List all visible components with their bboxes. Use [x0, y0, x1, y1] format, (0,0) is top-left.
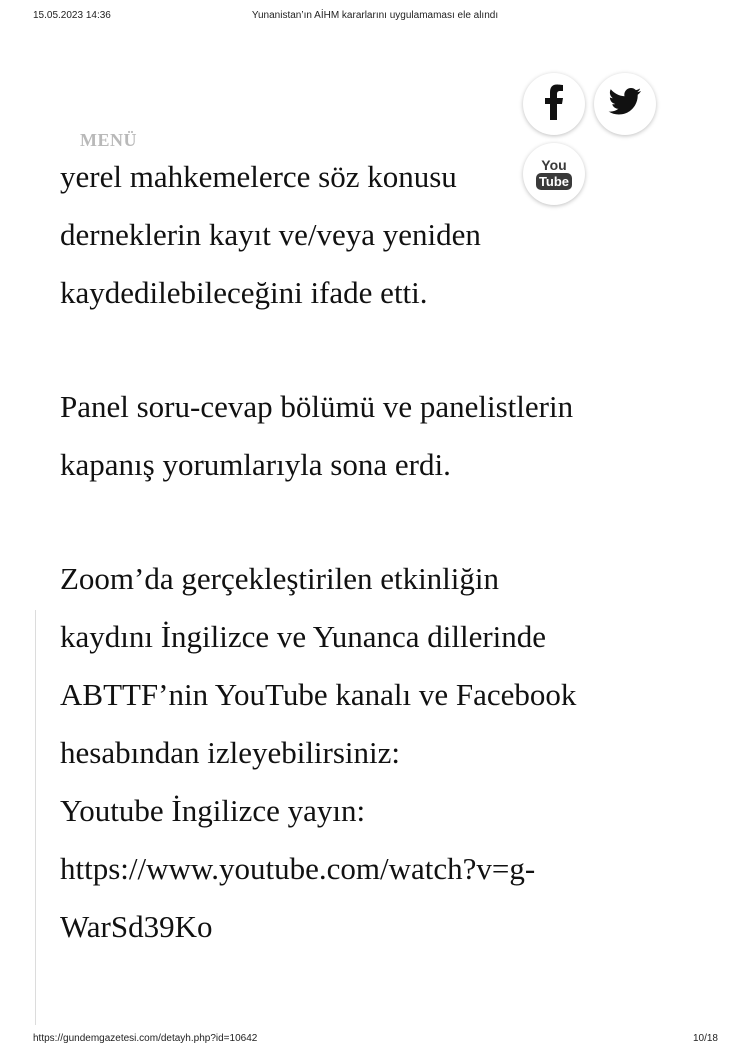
twitter-share-button[interactable]	[594, 73, 656, 135]
article-line: Youtube İngilizce yayın:	[60, 793, 366, 828]
youtube-icon	[536, 158, 572, 190]
print-page-number: 10/18	[692, 1033, 718, 1044]
youtube-icon-text-bottom: Tube	[536, 173, 572, 190]
divider-line	[35, 610, 36, 1025]
youtube-icon-text-top: You	[541, 157, 567, 173]
article-link[interactable]: WarSd39Ko	[60, 909, 213, 944]
facebook-share-button[interactable]	[523, 73, 585, 135]
paragraph-gap	[60, 494, 720, 550]
paragraph-gap	[60, 322, 720, 378]
article-body	[60, 148, 720, 1018]
article-line: kaydını İngilizce ve Yunanca dillerinde	[60, 619, 547, 654]
menu-button[interactable]: MENÜ	[80, 130, 137, 150]
article-line: kaydedilebileceğini ifade etti.	[60, 275, 428, 310]
article-line: ABTTF’nin YouTube kanalı ve Facebook	[60, 677, 577, 712]
article-line: Zoom’da gerçekleştirilen etkinliğin	[60, 561, 500, 596]
article-line: yerel mahkemelerce söz konusu	[60, 159, 457, 194]
twitter-icon	[608, 88, 642, 121]
print-title: Yunanistan’ın AİHM kararlarını uygulamaması ele alındı	[251, 10, 499, 21]
article-line: hesabından izleyebilirsiniz:	[60, 735, 401, 770]
youtube-channel-button[interactable]	[523, 143, 585, 205]
article-line: derneklerin kayıt ve/veya yeniden	[60, 217, 481, 252]
facebook-icon	[543, 84, 565, 125]
print-url: https://gundemgazetesi.com/detayh.php?id=10642	[33, 1033, 258, 1044]
article-line: kapanış yorumlarıyla sona erdi.	[60, 447, 451, 482]
print-datetime: 15.05.2023 14:36	[33, 10, 111, 21]
article-line: Panel soru-cevap bölümü ve panelistlerin	[60, 389, 574, 424]
article-link[interactable]: https://www.youtube.com/watch?v=g-	[60, 851, 536, 886]
